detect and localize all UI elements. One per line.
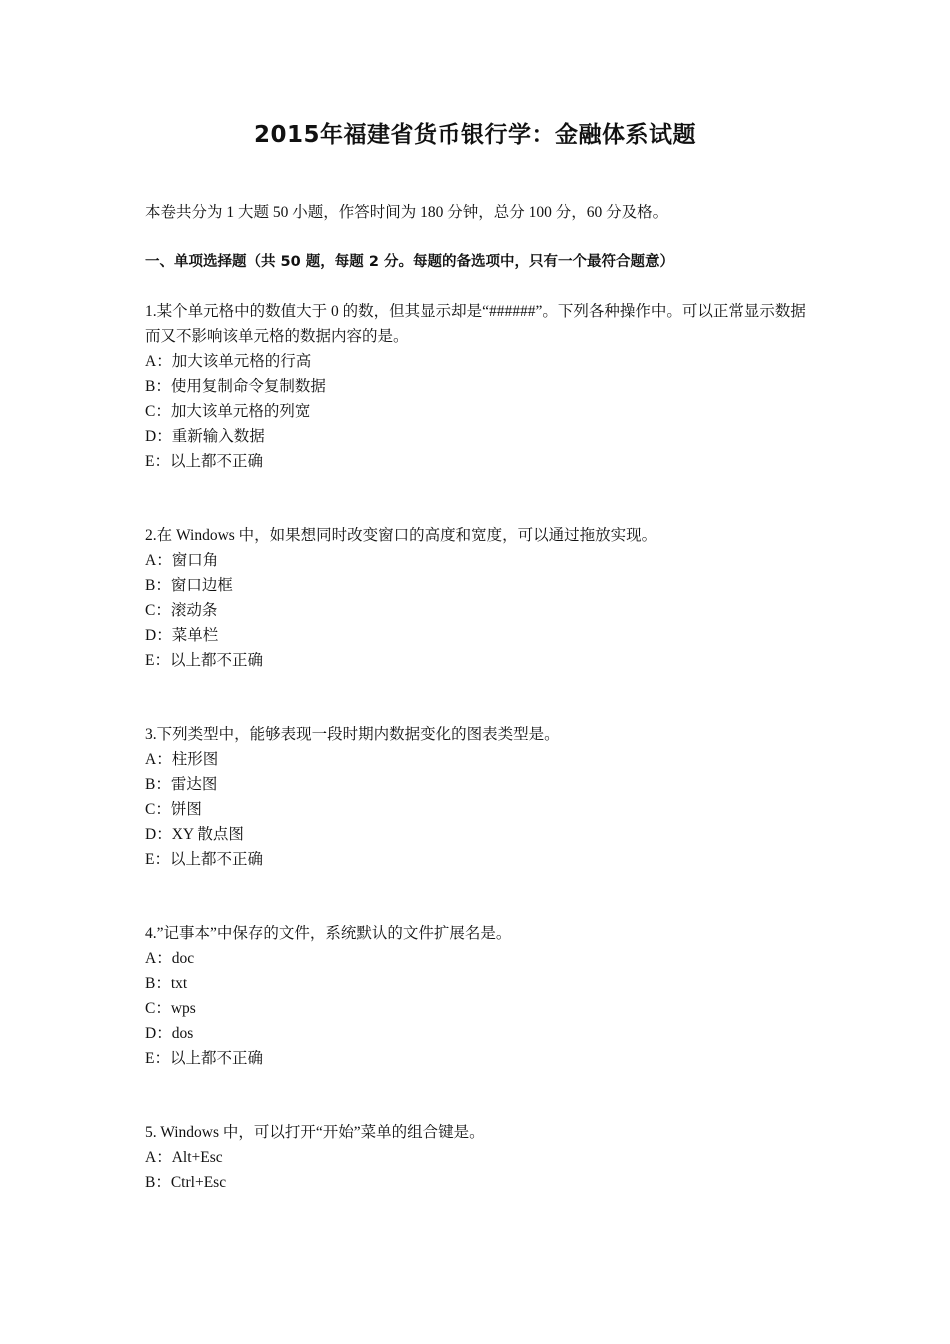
option-a: A：加大该单元格的行高 bbox=[145, 353, 312, 370]
option-b: B：使用复制命令复制数据 bbox=[145, 378, 326, 395]
option-e: E：以上都不正确 bbox=[145, 1050, 263, 1067]
option-d: D：重新输入数据 bbox=[145, 428, 265, 445]
option-e: E：以上都不正确 bbox=[145, 453, 263, 470]
question-stem: 5. Windows 中，可以打开“开始”菜单的组合键是。 bbox=[145, 1124, 485, 1141]
option-a: A：窗口角 bbox=[145, 552, 219, 569]
question-4 bbox=[145, 921, 815, 1071]
option-b: B：Ctrl+Esc bbox=[145, 1174, 227, 1191]
option-b: B：雷达图 bbox=[145, 776, 218, 793]
question-5 bbox=[145, 1120, 815, 1195]
option-a: A：柱形图 bbox=[145, 751, 219, 768]
question-stem: 3.下列类型中，能够表现一段时期内数据变化的图表类型是。 bbox=[145, 726, 560, 743]
option-b: B：txt bbox=[145, 975, 188, 992]
option-a: A：doc bbox=[145, 950, 195, 967]
option-d: D：XY 散点图 bbox=[145, 826, 244, 843]
option-c: C：饼图 bbox=[145, 801, 202, 818]
option-c: C：加大该单元格的列宽 bbox=[145, 403, 311, 420]
question-2 bbox=[145, 523, 815, 673]
question-stem: 1.某个单元格中的数值大于 0 的数，但其显示却是“######”。下列各种操作中。可以正常显示数据而又不影响该单元格的数据内容的是。 bbox=[145, 303, 806, 345]
option-e: E：以上都不正确 bbox=[145, 652, 263, 669]
question-1 bbox=[145, 299, 815, 474]
question-stem: 2.在 Windows 中，如果想同时改变窗口的高度和宽度，可以通过拖放实现。 bbox=[145, 527, 658, 544]
question-3 bbox=[145, 722, 815, 872]
option-a: A：Alt+Esc bbox=[145, 1149, 223, 1166]
option-c: C：wps bbox=[145, 1000, 196, 1017]
exam-intro: 本卷共分为 1 大题 50 小题，作答时间为 180 分钟，总分 100 分，60 分及格。 bbox=[145, 204, 669, 221]
option-e: E：以上都不正确 bbox=[145, 851, 263, 868]
question-stem: 4.”记事本”中保存的文件，系统默认的文件扩展名是。 bbox=[145, 925, 512, 942]
option-c: C：滚动条 bbox=[145, 602, 218, 619]
option-b: B：窗口边框 bbox=[145, 577, 233, 594]
option-d: D：dos bbox=[145, 1025, 194, 1042]
section-heading: 一、单项选择题（共 50 题，每题 2 分。每题的备选项中，只有一个最符合题意） bbox=[145, 254, 674, 270]
option-d: D：菜单栏 bbox=[145, 627, 219, 644]
document-title: 2015年福建省货币银行学：金融体系试题 bbox=[253, 122, 696, 148]
